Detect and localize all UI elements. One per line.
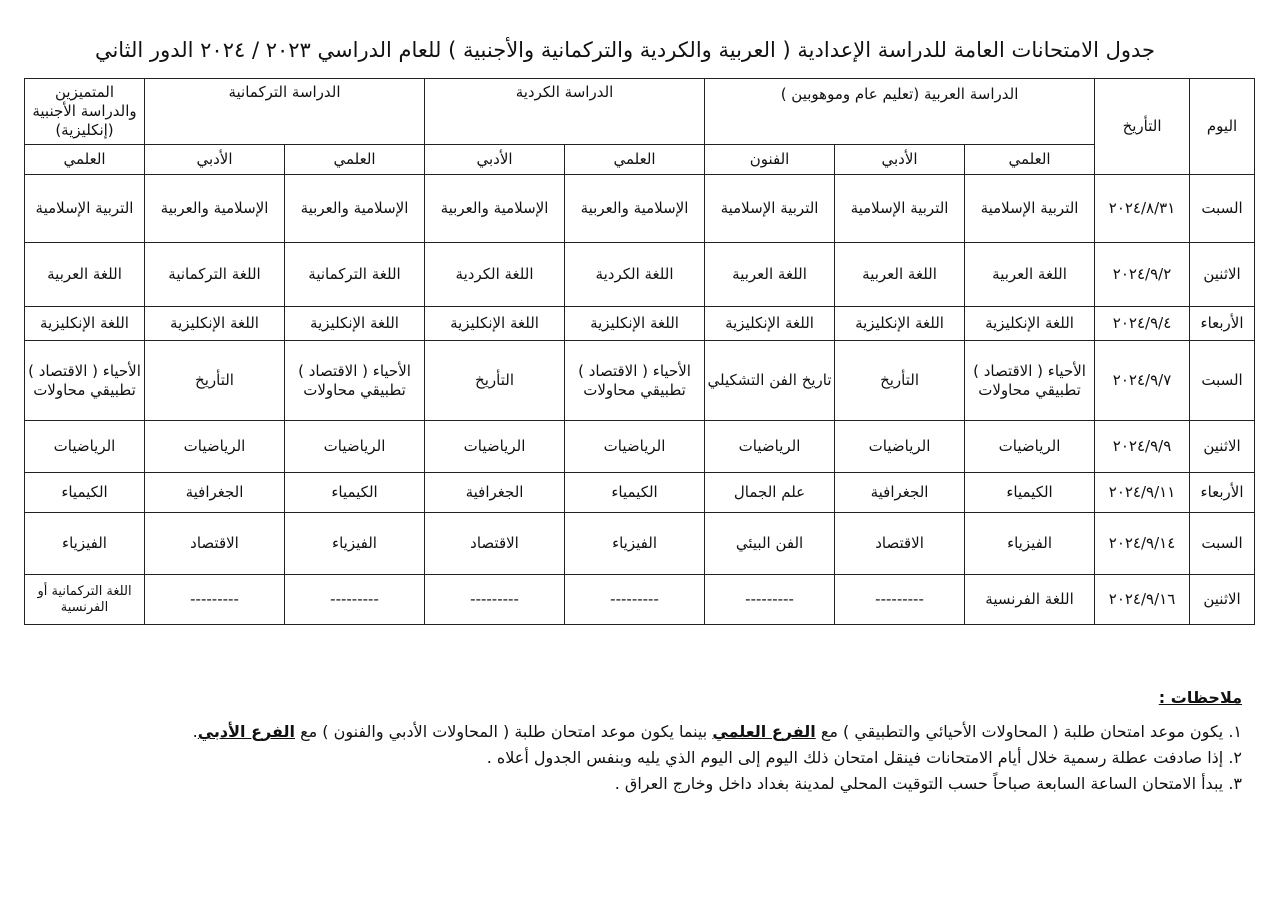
- subject-cell: الاقتصاد: [145, 513, 285, 575]
- day-cell: الاثنين: [1190, 575, 1255, 625]
- kurdish-study-header: الدراسة الكردية: [425, 79, 705, 145]
- day-cell: السبت: [1190, 175, 1255, 243]
- subject-cell: اللغة الإنكليزية: [565, 307, 705, 341]
- date-header: التأريخ: [1095, 79, 1190, 175]
- subject-cell: الرياضيات: [835, 421, 965, 473]
- subject-cell: اللغة الإنكليزية: [425, 307, 565, 341]
- subject-cell: الرياضيات: [705, 421, 835, 473]
- subject-cell: اللغة العربية: [835, 243, 965, 307]
- day-cell: الأربعاء: [1190, 307, 1255, 341]
- date-cell: ٢٠٢٤/٩/١٦: [1095, 575, 1190, 625]
- branch-header: العلمي: [285, 145, 425, 175]
- table-row: [25, 243, 1255, 307]
- day-cell: الاثنين: [1190, 421, 1255, 473]
- date-cell: ٢٠٢٤/٩/٩: [1095, 421, 1190, 473]
- subject-cell: علم الجمال: [705, 473, 835, 513]
- subject-cell: الرياضيات: [425, 421, 565, 473]
- subject-cell: ---------: [835, 575, 965, 625]
- note-3: ٣. يبدأ الامتحان الساعة السابعة صباحاً حسب التوقيت المحلي لمدينة بغداد داخل وخارج العراق .: [614, 774, 1242, 793]
- subject-cell: الرياضيات: [565, 421, 705, 473]
- subject-cell: اللغة التركمانية أو الفرنسية: [25, 575, 145, 625]
- subject-cell: الرياضيات: [145, 421, 285, 473]
- subject-cell: ---------: [565, 575, 705, 625]
- subject-cell: الجغرافية: [835, 473, 965, 513]
- table-row: [25, 575, 1255, 625]
- day-cell: السبت: [1190, 513, 1255, 575]
- subject-cell: التأريخ: [425, 341, 565, 421]
- branch-header: الأدبي: [835, 145, 965, 175]
- date-cell: ٢٠٢٤/٩/١٤: [1095, 513, 1190, 575]
- subject-cell: الفن البيئي: [705, 513, 835, 575]
- subject-cell: التربية الإسلامية: [25, 175, 145, 243]
- subject-cell: الجغرافية: [425, 473, 565, 513]
- turkmen-study-header: الدراسة التركمانية: [145, 79, 425, 145]
- subject-cell: اللغة الكردية: [425, 243, 565, 307]
- arabic-study-header: الدراسة العربية (تعليم عام وموهوبين ): [705, 79, 1095, 145]
- subject-cell: الكيمياء: [565, 473, 705, 513]
- date-cell: ٢٠٢٤/٨/٣١: [1095, 175, 1190, 243]
- subject-cell: الفيزياء: [965, 513, 1095, 575]
- subject-cell: الأحياء ( الاقتصاد ) تطبيقي محاولات: [25, 341, 145, 421]
- branch-header-row: [25, 145, 1255, 175]
- subject-cell: الإسلامية والعربية: [565, 175, 705, 243]
- table-row: [25, 473, 1255, 513]
- subject-cell: التربية الإسلامية: [965, 175, 1095, 243]
- subject-cell: الإسلامية والعربية: [425, 175, 565, 243]
- day-header: اليوم: [1190, 79, 1255, 175]
- exam-schedule-table: [24, 78, 1255, 625]
- subject-cell: الرياضيات: [965, 421, 1095, 473]
- branch-header: الأدبي: [425, 145, 565, 175]
- subject-cell: التربية الإسلامية: [705, 175, 835, 243]
- branch-header: العلمي: [965, 145, 1095, 175]
- date-cell: ٢٠٢٤/٩/٧: [1095, 341, 1190, 421]
- subject-cell: الإسلامية والعربية: [145, 175, 285, 243]
- subject-cell: الكيمياء: [965, 473, 1095, 513]
- table-row: [25, 307, 1255, 341]
- subject-cell: الجغرافية: [145, 473, 285, 513]
- notes-title: ملاحظات :: [1158, 688, 1242, 707]
- subject-cell: ---------: [705, 575, 835, 625]
- table-row: [25, 175, 1255, 243]
- subject-cell: الفيزياء: [565, 513, 705, 575]
- subject-cell: اللغة الفرنسية: [965, 575, 1095, 625]
- subject-cell: اللغة الإنكليزية: [835, 307, 965, 341]
- subject-cell: اللغة الإنكليزية: [145, 307, 285, 341]
- date-cell: ٢٠٢٤/٩/٤: [1095, 307, 1190, 341]
- subject-cell: تاريخ الفن التشكيلي: [705, 341, 835, 421]
- subject-cell: اللغة الإنكليزية: [705, 307, 835, 341]
- subject-cell: التأريخ: [835, 341, 965, 421]
- date-cell: ٢٠٢٤/٩/١١: [1095, 473, 1190, 513]
- subject-cell: الكيمياء: [25, 473, 145, 513]
- subject-cell: ---------: [145, 575, 285, 625]
- subject-cell: اللغة التركمانية: [145, 243, 285, 307]
- day-cell: الأربعاء: [1190, 473, 1255, 513]
- page-title: جدول الامتحانات العامة للدراسة الإعدادية ( العربية والكردية والتركمانية والأجنبية ) للعام الدراسي ٢٠٢٣ / ٢٠٢٤ الدور الثاني: [94, 38, 1155, 62]
- notes-section: [12, 688, 1242, 797]
- note-1: ١. يكون موعد امتحان طلبة ( المحاولات الأحيائي والتطبيقي ) مع الفرع العلمي بينما يكون موعد امتحان طلبة ( المحاولات الأدبي والفنون ) مع الفرع الأدبي.: [192, 722, 1242, 741]
- table-row: [25, 421, 1255, 473]
- subject-cell: اللغة التركمانية: [285, 243, 425, 307]
- day-cell: الاثنين: [1190, 243, 1255, 307]
- distinguished-foreign-header: المتميزين والدراسة الأجنبية (إنكليزية): [25, 79, 145, 145]
- subject-cell: التأريخ: [145, 341, 285, 421]
- subject-cell: اللغة العربية: [705, 243, 835, 307]
- subject-cell: اللغة العربية: [965, 243, 1095, 307]
- subject-cell: الفيزياء: [25, 513, 145, 575]
- branch-header: العلمي: [565, 145, 705, 175]
- subject-cell: التربية الإسلامية: [835, 175, 965, 243]
- subject-cell: ---------: [425, 575, 565, 625]
- note-2: ٢. إذا صادفت عطلة رسمية خلال أيام الامتحانات فينقل امتحان ذلك اليوم إلى اليوم الذي يليه وبنفس الجدول أعلاه .: [486, 748, 1242, 767]
- subject-cell: الرياضيات: [285, 421, 425, 473]
- subject-cell: اللغة الكردية: [565, 243, 705, 307]
- date-cell: ٢٠٢٤/٩/٢: [1095, 243, 1190, 307]
- subject-cell: الاقتصاد: [835, 513, 965, 575]
- subject-cell: الإسلامية والعربية: [285, 175, 425, 243]
- subject-cell: اللغة الإنكليزية: [965, 307, 1095, 341]
- subject-cell: ---------: [285, 575, 425, 625]
- subject-cell: اللغة العربية: [25, 243, 145, 307]
- branch-header: العلمي: [25, 145, 145, 175]
- subject-cell: الفيزياء: [285, 513, 425, 575]
- branch-header: الفنون: [705, 145, 835, 175]
- subject-cell: اللغة الإنكليزية: [285, 307, 425, 341]
- branch-header: الأدبي: [145, 145, 285, 175]
- subject-cell: الأحياء ( الاقتصاد ) تطبيقي محاولات: [285, 341, 425, 421]
- subject-cell: اللغة الإنكليزية: [25, 307, 145, 341]
- day-cell: السبت: [1190, 341, 1255, 421]
- subject-cell: الأحياء ( الاقتصاد ) تطبيقي محاولات: [965, 341, 1095, 421]
- table-row: [25, 341, 1255, 421]
- subject-cell: الرياضيات: [25, 421, 145, 473]
- subject-cell: الاقتصاد: [425, 513, 565, 575]
- subject-cell: الأحياء ( الاقتصاد ) تطبيقي محاولات: [565, 341, 705, 421]
- table-row: [25, 513, 1255, 575]
- group-header-row: [25, 79, 1255, 145]
- subject-cell: الكيمياء: [285, 473, 425, 513]
